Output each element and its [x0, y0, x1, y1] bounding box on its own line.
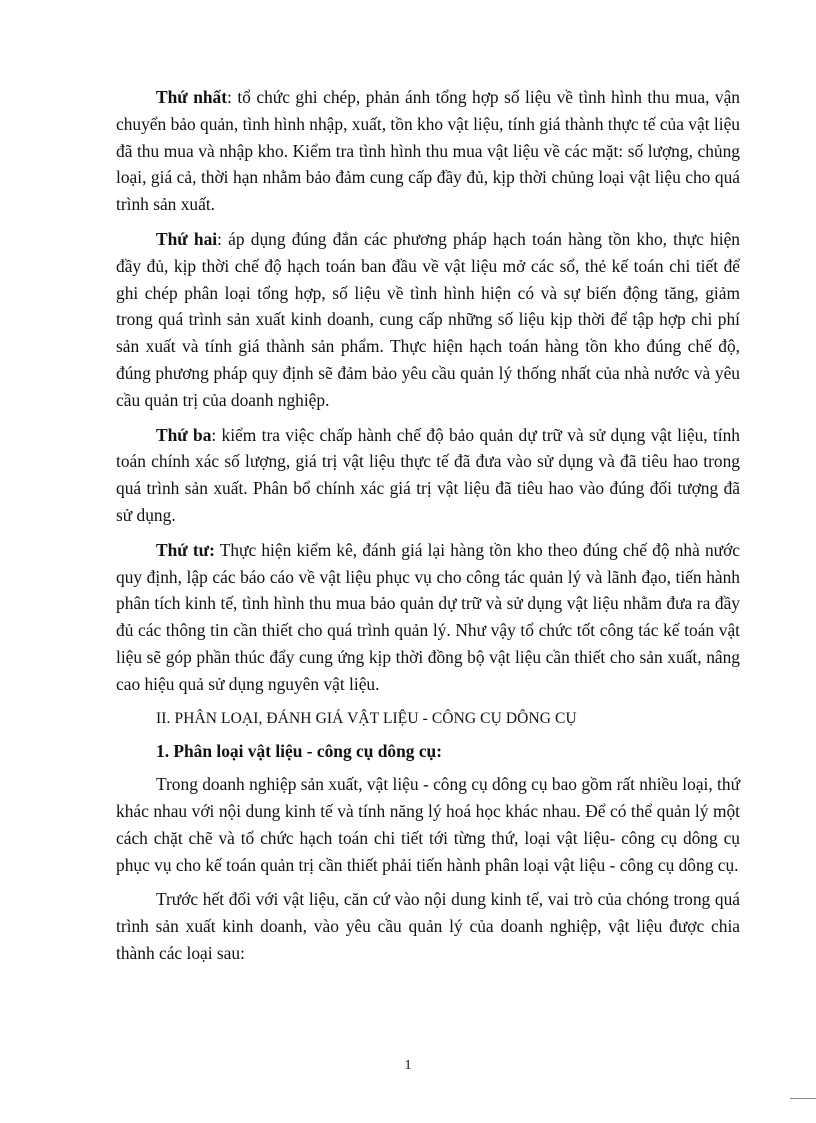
paragraph-thu-ba: [116, 422, 740, 529]
text-thu-tu: Thực hiện kiểm kê, đánh giá lại hàng tồn kho theo đúng chế độ nhà nước quy định, lập các báo cáo về vật liệu phục vụ cho công tác quản lý và lãnh đạo, tiến hành phân tích kinh tế, tình hình thu mua bảo quản dự trữ và sử dụng vật liệu nhằm đưa ra đầy đủ các thông tin cần thiết cho quá trình quản lý. Như vậy tổ chức tốt công tác kế toán vật liệu sẽ góp phần thúc đẩy cung ứng kịp thời đồng bộ vật liệu cần thiết cho sản xuất, nâng cao hiệu quả sử dụng nguyên vật liệu.: [116, 539, 740, 694]
section-heading: II. PHÂN LOẠI, ĐÁNH GIÁ VẬT LIỆU - CÔNG CỤ DÔNG CỤ: [156, 709, 577, 727]
body-paragraph: Trước hết đối với vật liệu, căn cứ vào nội dung kinh tế, vai trò của chóng trong quá trình sản xuất kinh doanh, vào yêu cầu quản lý của doanh nghiệp, vật liệu được chia thành các loại sau:: [116, 889, 740, 963]
lead-thu-ba: Thứ ba: [156, 424, 212, 445]
paragraph-thu-nhat: [116, 84, 740, 218]
text-thu-ba: : kiểm tra việc chấp hành chế độ bảo quản dự trữ và sử dụng vật liệu, tính toán chính xác số lượng, giá trị vật liệu thực tế đã đưa vào sử dụng và đã tiêu hao trong quá trình sản xuất. Phân bổ chính xác giá trị vật liệu đã tiêu hao vào đúng đối tượng đã sử dụng.: [116, 424, 740, 525]
subsection-heading: 1. Phân loại vật liệu - công cụ dông cụ:: [156, 741, 443, 762]
paragraph-thu-tu: [116, 537, 740, 698]
paragraph-thu-hai: [116, 226, 740, 414]
document-page: [116, 84, 740, 975]
page-number: 1: [404, 1058, 412, 1073]
text-thu-hai: : áp dụng đúng đắn các phương pháp hạch toán hàng tồn kho, thực hiện đầy đủ, kịp thời chế độ hạch toán ban đầu về vật liệu mở các sổ, thẻ kế toán chi tiết để ghi chép phân loại tổng hợp, số liệu về tình hình hiện có và sự biến động tăng, giảm trong quá trình sản xuất kinh doanh, cung cấp những số liệu kịp thời để tập hợp chi phí sản xuất và tính giá thành sản phẩm. Thực hiện hạch toán hàng tồn kho đúng chế độ, đúng phương pháp quy định sẽ đảm bảo yêu cầu quản lý thống nhất của nhà nước và yêu cầu quản trị của doanh nghiệp.: [116, 228, 740, 410]
text-thu-nhat: : tổ chức ghi chép, phản ánh tổng hợp số liệu về tình hình thu mua, vận chuyển bảo quản, tình hình nhập, xuất, tồn kho vật liệu, tính giá thành thực tế của vật liệu đã thu mua và nhập kho. Kiểm tra tình hình thu mua vật liệu về các mặt: số lượng, chủng loại, giá cả, thời hạn nhằm bảo đảm cung cấp đầy đủ, kịp thời chủng loại vật liệu cho quá trình sản xuất.: [116, 87, 741, 215]
lead-thu-nhat: Thứ nhất: [156, 87, 228, 107]
lead-thu-tu: Thứ tư:: [156, 539, 215, 560]
lead-thu-hai: Thứ hai: [156, 228, 218, 249]
page-edge-divider: [790, 1098, 816, 1099]
body-paragraph: Trong doanh nghiệp sản xuất, vật liệu - công cụ dông cụ bao gồm rất nhiều loại, thứ khác nhau với nội dung kinh tế và tính năng lý hoá học khác nhau. Để có thể quản lý một cách chặt chẽ và tổ chức hạch toán chi tiết tới từng thứ, loại vật liệu- công cụ dông cụ phục vụ cho kế toán quản trị cần thiết phải tiến hành phân loại vật liệu - công cụ dông cụ.: [116, 774, 741, 875]
